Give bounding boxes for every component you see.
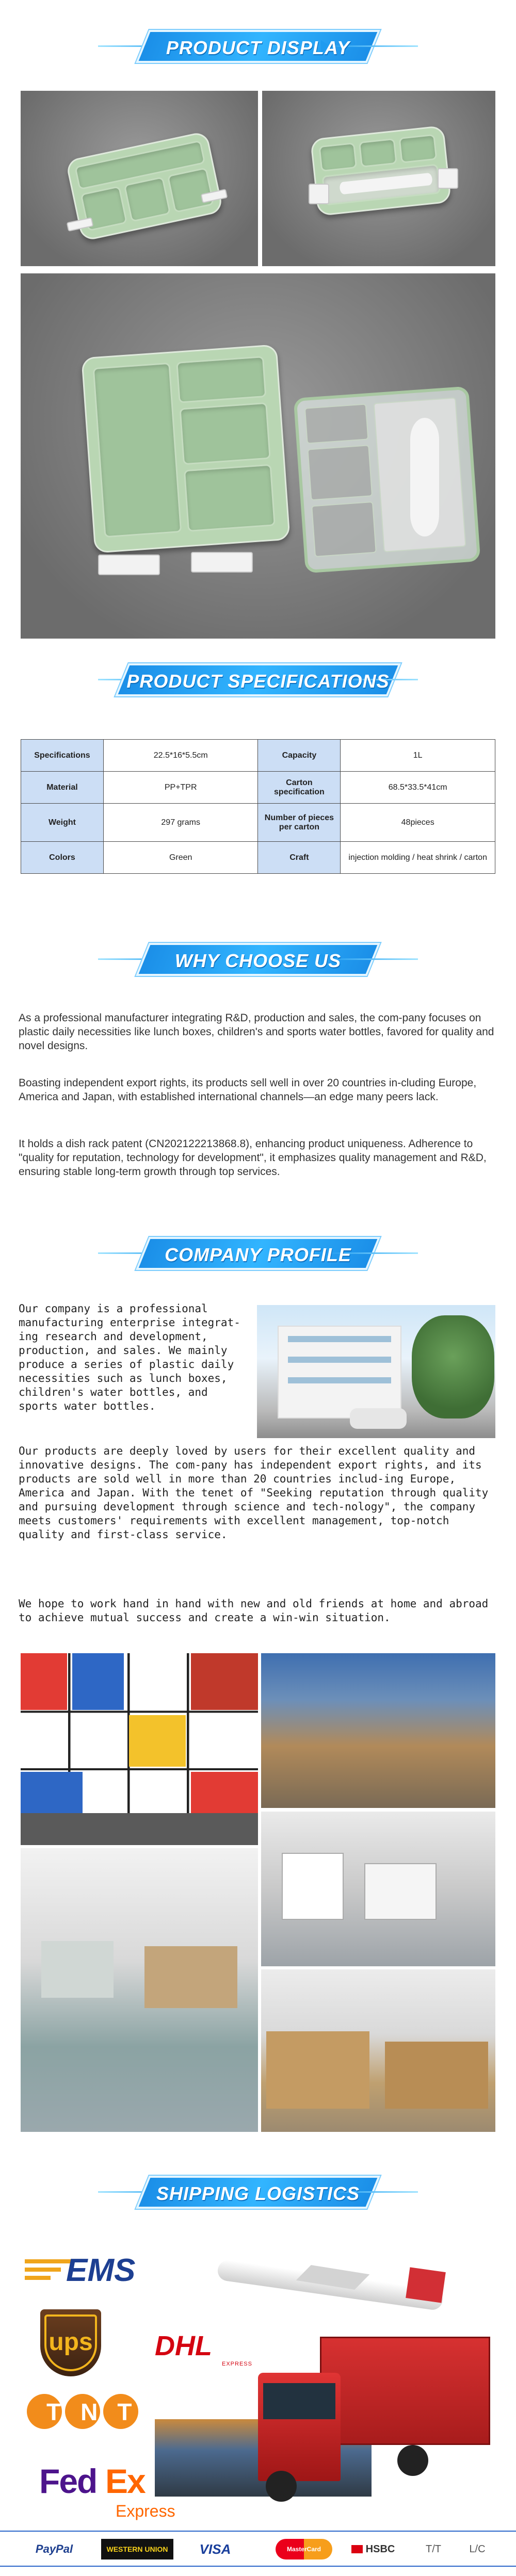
- spec-value: 1L: [341, 740, 495, 772]
- spec-value: injection molding / heat shrink / carton: [341, 842, 495, 874]
- ems-text: EMS: [66, 2253, 136, 2288]
- spec-key: Weight: [21, 804, 104, 842]
- section-banner-display: [0, 15, 516, 77]
- spec-table: [21, 739, 495, 874]
- table-row: [21, 804, 495, 842]
- spec-key: Colors: [21, 842, 104, 874]
- spec-key: Craft: [258, 842, 341, 874]
- assembly-floor-photo: [21, 1848, 258, 2132]
- warehouse-photo: [261, 1653, 495, 1808]
- payment-methods-bar: [0, 2531, 516, 2567]
- section-title: COMPANY PROFILE: [165, 1244, 351, 1265]
- profile-paragraph-2: Our products are deeply loved by users for their excellent quality and innovative designs. The com-pany has independent export rights, and its products are sold well in more than 20 countries includ-ing Europe, America and Japan. With the tenet of "Seeking reputation through quality and pursuing development through science and tech-nology", the company meets customers' requirements with excellent management, top-notch quality and first-class service.: [19, 1445, 489, 1541]
- dhl-sub-text: EXPRESS: [222, 2361, 252, 2367]
- lunch-box-base: [81, 344, 291, 553]
- spec-value: 297 grams: [103, 804, 258, 842]
- cargo-plane-image: [206, 2249, 454, 2311]
- spec-key: Carton specification: [258, 772, 341, 804]
- spec-value: PP+TPR: [103, 772, 258, 804]
- product-photo-top-view: [21, 91, 258, 266]
- ups-text: ups: [49, 2328, 93, 2356]
- spec-key: Number of pieces per carton: [258, 804, 341, 842]
- why-paragraph-1: As a professional manufacturer integrating R&D, production and sales, the com-pany focuses on plastic daily necessities like lunch boxes, children's and sports water bottles, favored for quality and novel designs.: [19, 1012, 494, 1052]
- spec-value: 22.5*16*5.5cm: [103, 740, 258, 772]
- spec-key: Capacity: [258, 740, 341, 772]
- why-paragraph-3: It holds a dish rack patent (CN202122213868.8), enhancing product uniqueness. Adherence to "quality for reputation, technology for development", it emphasizes quality management and R&D, ensuring stable long-term growth through top services.: [19, 1138, 487, 1178]
- section-title: WHY CHOOSE US: [174, 950, 342, 971]
- fedex-logo: [39, 2461, 189, 2523]
- injection-workshop-photo: [261, 1812, 495, 1966]
- factory-exterior-photo: [21, 1653, 258, 1845]
- fedex-fed-text: Fed: [39, 2462, 97, 2500]
- section-banner-why: [0, 928, 516, 990]
- table-row: [21, 740, 495, 772]
- section-banner-specs: [0, 649, 516, 711]
- table-row: [21, 842, 495, 874]
- tnt-logo: [27, 2390, 152, 2433]
- lc-label: L/C: [469, 2543, 486, 2555]
- dhl-text: DHL: [155, 2330, 212, 2361]
- truck-and-ship-image: [155, 2316, 495, 2522]
- section-banner-shipping: [0, 2161, 516, 2223]
- table-row: [21, 772, 495, 804]
- spoon: [410, 418, 439, 536]
- hsbc-logo: [345, 2539, 401, 2559]
- ups-logo: [40, 2309, 101, 2376]
- hsbc-text: HSBC: [365, 2543, 395, 2555]
- section-banner-profile: [0, 1222, 516, 1284]
- lunch-box-lid: [294, 386, 481, 574]
- spec-value: Green: [103, 842, 258, 874]
- lunch-box: [310, 125, 452, 216]
- product-photo-open-set: [21, 273, 495, 639]
- spec-key: Specifications: [21, 740, 104, 772]
- fedex-sub-text: Express: [116, 2502, 175, 2520]
- spec-value: 68.5*33.5*41cm: [341, 772, 495, 804]
- paypal-logo: PayPal: [35, 2542, 73, 2555]
- hsbc-hexagon-icon: [351, 2545, 363, 2553]
- product-photo-lid-view: [262, 91, 495, 266]
- section-title: SHIPPING LOGISTICS: [156, 2183, 360, 2204]
- spec-value: 48pieces: [341, 804, 495, 842]
- visa-logo: VISA: [199, 2541, 231, 2557]
- packaging-area-photo: [261, 1969, 495, 2132]
- section-title: PRODUCT DISPLAY: [166, 37, 350, 58]
- section-title: PRODUCT SPECIFICATIONS: [126, 671, 390, 692]
- profile-paragraph-2-start: [19, 1444, 489, 1542]
- mastercard-logo: MasterCard: [276, 2539, 332, 2559]
- ems-logo: [25, 2252, 180, 2289]
- western-union-logo: WESTERN UNION: [101, 2539, 173, 2559]
- spec-key: Material: [21, 772, 104, 804]
- why-paragraph-2: Boasting independent export rights, its products sell well in over 20 countries in-cluding Europe, America and Japan, with established international channels—an edge many peers lack.: [19, 1077, 477, 1103]
- profile-paragraph-3: We hope to work hand in hand with new and old friends at home and abroad to achieve mutual success and create a win-win situation.: [19, 1597, 489, 1624]
- profile-paragraph-1: Our company is a professional manufacturing enterprise integrat-ing research and development, production, and sales. We mainly produce a series of plastic daily necessities such as lunch boxes, children's water bottles, and sports water bottles.: [19, 1302, 240, 1412]
- factory-building-photo: [257, 1305, 495, 1438]
- tt-label: T/T: [426, 2543, 441, 2555]
- tnt-text: TNT: [46, 2399, 152, 2425]
- fedex-ex-text: Ex: [105, 2462, 145, 2500]
